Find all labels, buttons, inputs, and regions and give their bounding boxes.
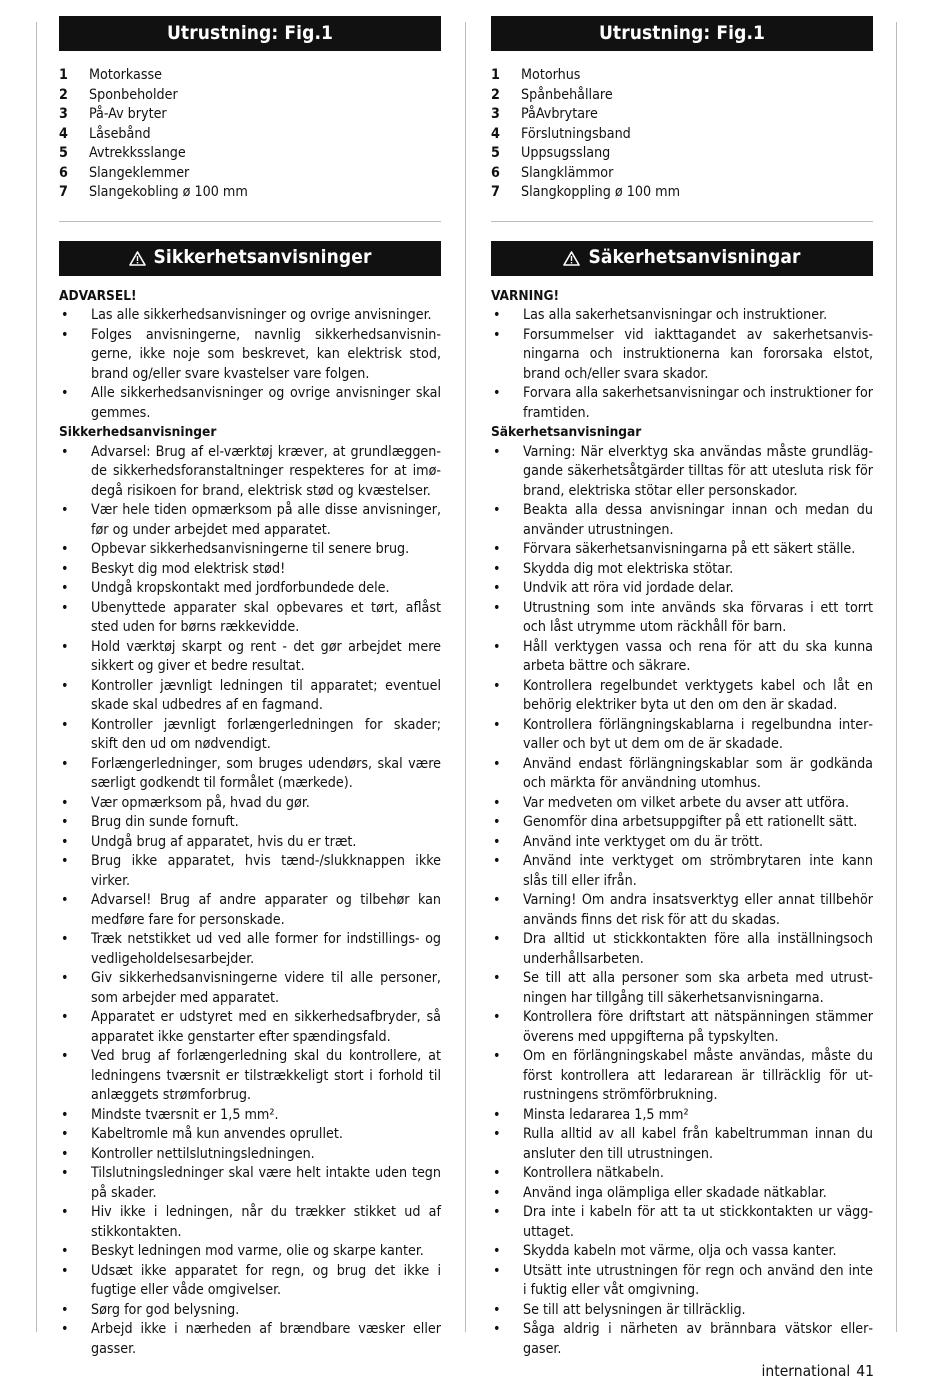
bullet-item — [491, 579, 873, 599]
bullet-item — [491, 813, 873, 833]
bullet-dot: • — [493, 307, 501, 323]
part-number: 3 — [491, 106, 500, 122]
bullet-dot: • — [61, 931, 69, 947]
bullet-text: Udsæt ikke apparatet for regn, og brug det ikke i fugtige eller våde omgivelser. — [91, 1262, 441, 1298]
bullet-item — [491, 1262, 873, 1301]
bullet-dot: • — [493, 1165, 501, 1181]
part-number: 5 — [59, 145, 68, 161]
bullet-text: Skydda dig mot elektriska stötar. — [523, 560, 734, 577]
bullet-text: Kontroller jævnligt forlængerledningen for skader; skift den ud om nødvendigt. — [91, 716, 441, 752]
bullet-item — [59, 930, 441, 969]
bullet-item — [59, 1047, 441, 1106]
section-divider — [59, 221, 441, 222]
part-label: Förslutningsband — [521, 125, 631, 142]
bullet-item — [59, 1008, 441, 1047]
bullet-item — [491, 755, 873, 794]
bullet-text: Se till att alla personer som ska arbeta med utrustningen har tillgång till säkerhetsanvisningarna. — [523, 970, 873, 1006]
bullet-item — [491, 638, 873, 677]
part-label: Uppsugsslang — [521, 145, 611, 161]
bullet-dot: • — [493, 755, 501, 772]
fig-title-banner — [491, 16, 873, 51]
bullet-dot: • — [61, 580, 69, 596]
bullet-text: Varning! Om andra insatsverktyg eller annat tillbehör används finns det risk för att du skadas. — [523, 892, 873, 928]
bullet-item — [59, 306, 441, 326]
subsection-heading: Säkerhetsanvisningar — [491, 424, 642, 440]
bullet-dot: • — [61, 1243, 69, 1259]
bullet-item — [59, 755, 441, 794]
part-number: 1 — [59, 67, 68, 83]
safety-title-banner — [59, 241, 441, 276]
bullet-item — [491, 1106, 873, 1126]
bullet-text: Træk netstikket ud ved alle former for indstillings- og vedligeholdelsesarbejder. — [91, 931, 441, 967]
bullet-text: Beakta alla dessa anvisningar innan och medan du använder utrustningen. — [523, 502, 873, 538]
bullet-dot: • — [61, 1301, 69, 1318]
bullet-dot: • — [61, 1126, 69, 1142]
bullet-text: Kontrollera före driftstart att nätspänningen stämmer överens med uppgifterna på typskylten. — [523, 1009, 873, 1045]
bullet-dot: • — [61, 385, 69, 401]
bullet-text: Folges anvisningerne, navnlig sikkerhedsanvisningerne, ikke noje som beskrevet, kan elektrisk stod, brand og/eller svare kvastelser vare folgen. — [91, 326, 441, 382]
part-label: Slangklämmor — [521, 164, 614, 181]
bullet-text: Undgå kropskontakt med jordforbundede dele. — [91, 580, 390, 596]
bullet-dot: • — [61, 716, 69, 733]
bullet-dot: • — [493, 443, 501, 460]
bullet-text: Kontrollera nätkabeln. — [523, 1165, 664, 1181]
parts-list — [59, 66, 441, 203]
part-number: 1 — [491, 67, 500, 83]
bullet-dot: • — [493, 931, 501, 947]
bullet-item — [491, 930, 873, 969]
bullet-dot: • — [493, 502, 501, 518]
bullet-dot: • — [493, 1048, 501, 1064]
bullet-item — [491, 833, 873, 853]
bullet-item — [491, 794, 873, 814]
bullet-text: Las alla sakerhetsanvisningar och instruktioner. — [523, 307, 828, 323]
parts-list-item — [59, 86, 441, 106]
bullet-dot: • — [493, 638, 501, 655]
left-column — [59, 16, 441, 1359]
bullet-item — [59, 326, 441, 385]
bullet-dot: • — [493, 1009, 501, 1025]
part-label: PåAvbrytare — [521, 106, 598, 122]
part-number: 7 — [59, 184, 68, 200]
parts-list — [491, 66, 873, 203]
bullet-item — [59, 638, 441, 677]
fig-title-banner — [59, 16, 441, 51]
bullet-dot: • — [61, 307, 69, 323]
bullet-item — [59, 1242, 441, 1262]
bullet-dot: • — [61, 1145, 69, 1162]
part-number: 3 — [59, 106, 68, 122]
bullet-dot: • — [61, 443, 69, 460]
page-number: 41 — [856, 1362, 874, 1380]
bullet-item — [59, 969, 441, 1008]
bullet-text: Skydda kabeln mot värme, olja och vassa kanter. — [523, 1243, 837, 1259]
bullet-item — [59, 1145, 441, 1165]
bullet-dot: • — [493, 716, 501, 733]
bullet-text: Var medveten om vilket arbete du avser att utföra. — [523, 794, 850, 811]
bullet-text: Om en förlängningskabel måste användas, måste du först kontrollera att ledararean är tillräcklig för utrustningens strömförbrukning. — [523, 1048, 873, 1103]
safety-content — [59, 287, 441, 1360]
bullet-dot: • — [61, 1048, 69, 1064]
parts-list-item — [491, 164, 873, 184]
bullet-item — [491, 1125, 873, 1164]
bullet-text: Ved brug af forlængerledning skal du kontrollere, at ledningens tværsnit er tilstrækkeligt stort i forhold til anlæggets strømforbrug. — [91, 1048, 441, 1103]
part-number: 4 — [59, 125, 68, 142]
bullet-dot: • — [61, 755, 69, 772]
bullet-text: Se till att belysningen är tillräcklig. — [523, 1301, 746, 1318]
warning-label: VARNING! — [491, 287, 560, 304]
left-margin-rule — [36, 22, 37, 1332]
part-label: På-Av bryter — [89, 106, 167, 122]
bullet-text: Utrustning som inte används ska förvaras i ett torrt och låst utrymme utom räckhåll för barn. — [523, 599, 873, 635]
bullet-dot: • — [61, 599, 69, 616]
footer-label: international — [761, 1362, 851, 1380]
center-rule — [465, 22, 466, 1332]
bullet-dot: • — [61, 1204, 69, 1220]
bullet-item — [59, 813, 441, 833]
bullet-text: Forsummelser vid iakttagandet av sakerhetsanvisningarna och instruktionerna kan fororsaka elstot, brand och/eller svara skador. — [523, 326, 873, 382]
bullet-text: Minsta ledararea 1,5 mm² — [523, 1106, 689, 1123]
bullet-dot: • — [493, 1321, 501, 1337]
part-label: Slangekobling ø 100 mm — [89, 184, 248, 200]
warning-list — [491, 306, 873, 423]
safety-title-banner — [491, 241, 873, 276]
bullet-item — [59, 1164, 441, 1203]
bullet-item — [59, 1203, 441, 1242]
bullet-item — [491, 599, 873, 638]
bullet-text: Beskyt dig mod elektrisk stød! — [91, 560, 286, 577]
safety-list — [491, 443, 873, 1360]
parts-list-item — [59, 125, 441, 145]
bullet-item — [59, 1106, 441, 1126]
bullet-text: Använd inte verktyget om du är trött. — [523, 833, 764, 850]
bullet-item — [59, 501, 441, 540]
bullet-item — [59, 443, 441, 502]
bullet-item — [59, 599, 441, 638]
bullet-item — [59, 833, 441, 853]
parts-list-item — [491, 105, 873, 125]
parts-list-item — [491, 66, 873, 86]
part-number: 2 — [59, 86, 68, 103]
bullet-text: Kontrollera förlängningskablarna i regelbundna intervaller och byt ut dem om de är skadade. — [523, 716, 873, 752]
bullet-dot: • — [493, 1126, 501, 1142]
bullet-item — [491, 1047, 873, 1106]
bullet-text: Mindste tværsnit er 1,5 mm². — [91, 1106, 279, 1123]
bullet-item — [59, 560, 441, 580]
bullet-item — [59, 540, 441, 560]
part-number: 7 — [491, 184, 500, 200]
bullet-dot: • — [61, 892, 69, 908]
parts-list-item — [491, 125, 873, 145]
bullet-dot: • — [493, 599, 501, 616]
bullet-dot: • — [493, 580, 501, 596]
bullet-text: Opbevar sikkerhedsanvisningerne til senere brug. — [91, 541, 410, 557]
bullet-text: Förvara säkerhetsanvisningarna på ett säkert ställe. — [523, 541, 856, 557]
bullet-dot: • — [493, 833, 501, 850]
bullet-item — [491, 852, 873, 891]
bullet-text: Använd inga olämpliga eller skadade nätkablar. — [523, 1184, 827, 1201]
bullet-text: Ubenyttede apparater skal opbevares et tørt, aflåst sted uden for børns rækkevidde. — [91, 599, 441, 635]
bullet-dot: • — [493, 677, 501, 694]
bullet-item — [491, 1164, 873, 1184]
parts-list-item — [491, 86, 873, 106]
part-label: Motorhus — [521, 67, 581, 83]
part-label: Motorkasse — [89, 67, 162, 83]
bullet-text: Alle sikkerhedsanvisninger og ovrige anvisninger skal gemmes. — [91, 385, 441, 421]
bullet-dot: • — [61, 326, 69, 343]
bullet-dot: • — [61, 1165, 69, 1181]
bullet-text: Forvara alla sakerhetsanvisningar och instruktioner for framtiden. — [523, 385, 873, 421]
bullet-item — [59, 384, 441, 423]
bullet-text: Beskyt ledningen mod varme, olie og skarpe kanter. — [91, 1243, 424, 1259]
bullet-item — [59, 1320, 441, 1359]
warning-triangle-icon — [129, 251, 146, 266]
bullet-dot: • — [493, 1184, 501, 1201]
bullet-dot: • — [61, 541, 69, 557]
warning-label: ADVARSEL! — [59, 287, 137, 304]
safety-content — [491, 287, 873, 1360]
bullet-text: Kabeltromle må kun anvendes oprullet. — [91, 1126, 343, 1142]
part-label: Låsebånd — [89, 125, 151, 142]
bullet-dot: • — [493, 1106, 501, 1123]
bullet-text: Såga aldrig i närheten av brännbara vätskor ellergaser. — [523, 1321, 873, 1357]
bullet-item — [491, 384, 873, 423]
bullet-text: Kontrollera regelbundet verktygets kabel och låt en behörig elektriker byta ut den om den är skadad. — [523, 677, 873, 713]
bullet-text: Las alle sikkerhedsanvisninger og ovrige anvisninger. — [91, 307, 432, 323]
bullet-item — [491, 1203, 873, 1242]
parts-list-item — [59, 164, 441, 184]
bullet-item — [59, 852, 441, 891]
bullet-text: Undvik att röra vid jordade delar. — [523, 580, 734, 596]
right-margin-rule — [896, 22, 897, 1332]
bullet-dot: • — [493, 541, 501, 557]
bullet-text: Använd inte verktyget om strömbrytaren inte kann slås till eller ifrån. — [523, 853, 873, 889]
bullet-item — [59, 891, 441, 930]
bullet-dot: • — [493, 814, 501, 830]
parts-list-item — [59, 144, 441, 164]
bullet-text: Håll verktygen vassa och rena för att du ska kunna arbeta bättre och säkrare. — [523, 638, 873, 674]
bullet-text: Giv sikkerhedsanvisningerne videre til alle personer, som arbejder med apparatet. — [91, 970, 441, 1006]
bullet-text: Kontroller nettilslutningsledningen. — [91, 1145, 315, 1162]
parts-list-item — [59, 66, 441, 86]
bullet-item — [491, 1242, 873, 1262]
bullet-dot: • — [61, 1106, 69, 1123]
bullet-dot: • — [493, 1301, 501, 1318]
bullet-text: Dra inte i kabeln för att ta ut stickkontakten ur vägguttaget. — [523, 1204, 873, 1240]
bullet-item — [491, 1008, 873, 1047]
bullet-text: Rulla alltid av all kabel från kabeltrumman innan du ansluter den till utrustningen. — [523, 1126, 873, 1162]
bullet-text: Hold værktøj skarpt og rent - det gør arbejdet mere sikkert og giver et bedre resultat. — [91, 638, 441, 674]
bullet-text: Vær opmærksom på, hvad du gør. — [91, 794, 310, 811]
bullet-text: Advarsel! Brug af andre apparater og tilbehør kan medføre fare for personskade. — [91, 892, 441, 928]
bullet-dot: • — [61, 677, 69, 694]
bullet-item — [491, 1320, 873, 1359]
bullet-dot: • — [61, 502, 69, 518]
bullet-item — [491, 969, 873, 1008]
section-divider — [491, 221, 873, 222]
fig-title: Utrustning: Fig.1 — [598, 21, 766, 44]
bullet-item — [491, 1184, 873, 1204]
part-number: 6 — [491, 164, 500, 181]
bullet-item — [59, 677, 441, 716]
part-label: Avtrekksslange — [89, 145, 186, 161]
bullet-item — [491, 1301, 873, 1321]
bullet-item — [59, 1262, 441, 1301]
bullet-item — [491, 443, 873, 502]
bullet-item — [491, 716, 873, 755]
bullet-text: Tilslutningsledninger skal være helt intakte uden tegn på skader. — [91, 1165, 441, 1201]
bullet-item — [59, 716, 441, 755]
bullet-text: Hiv ikke i ledningen, når du trækker stikket ud af stikkontakten. — [91, 1204, 441, 1240]
safety-title: Sikkerhetsanvisninger — [153, 246, 372, 269]
bullet-text: Utsätt inte utrustningen för regn och använd den inte i fuktig eller våt omgivning. — [523, 1262, 873, 1298]
warning-triangle-icon — [563, 251, 580, 266]
subsection-heading: Sikkerhedsanvisninger — [59, 424, 217, 440]
part-number: 6 — [59, 164, 68, 181]
safety-title: Säkerhetsanvisningar — [588, 246, 801, 269]
bullet-dot: • — [61, 1262, 69, 1279]
bullet-dot: • — [493, 794, 501, 811]
bullet-dot: • — [61, 833, 69, 850]
bullet-dot: • — [493, 1204, 501, 1220]
bullet-item — [491, 326, 873, 385]
bullet-item — [491, 891, 873, 930]
part-label: Slangeklemmer — [89, 164, 190, 181]
bullet-dot: • — [493, 892, 501, 908]
bullet-dot: • — [61, 1009, 69, 1025]
bullet-dot: • — [61, 853, 69, 869]
bullet-text: Apparatet er udstyret med en sikkerhedsafbryder, så apparatet ikke genstarter efter spændingsfald. — [91, 1009, 441, 1045]
parts-list-item — [491, 183, 873, 203]
bullet-item — [59, 579, 441, 599]
bullet-dot: • — [493, 853, 501, 869]
right-column — [491, 16, 873, 1359]
bullet-item — [491, 306, 873, 326]
bullet-dot: • — [61, 814, 69, 830]
bullet-text: Sørg for god belysning. — [91, 1301, 240, 1318]
parts-list-item — [491, 144, 873, 164]
bullet-text: Advarsel: Brug af el-værktøj kræver, at grundlæggende sikkerhedsforanstaltninger respekteres for at imødegå risikoen for brand, elektrisk stød og kvæstelser. — [91, 443, 441, 499]
safety-list — [59, 443, 441, 1360]
bullet-item — [59, 1125, 441, 1145]
bullet-text: Kontroller jævnligt ledningen til apparatet; eventuel skade skal udbedres af en fagmand. — [91, 677, 441, 713]
bullet-item — [59, 794, 441, 814]
bullet-text: Brug din sunde fornuft. — [91, 814, 239, 830]
bullet-dot: • — [493, 970, 501, 986]
part-number: 2 — [491, 86, 500, 103]
bullet-text: Dra alltid ut stickkontakten före alla inställningsoch underhållsarbeten. — [523, 931, 873, 967]
fig-title: Utrustning: Fig.1 — [166, 21, 334, 44]
parts-list-item — [59, 105, 441, 125]
bullet-dot: • — [61, 794, 69, 811]
part-label: Sponbeholder — [89, 86, 178, 103]
warning-list — [59, 306, 441, 423]
bullet-dot: • — [493, 326, 501, 343]
bullet-dot: • — [61, 970, 69, 986]
bullet-text: Brug ikke apparatet, hvis tænd-/slukknappen ikke virker. — [91, 853, 441, 889]
bullet-text: Vær hele tiden opmærksom på alle disse anvisninger, før og under arbejdet med apparatet. — [91, 502, 441, 538]
part-number: 4 — [491, 125, 500, 142]
bullet-dot: • — [493, 1243, 501, 1259]
bullet-text: Varning: När elverktyg ska användas måste grundläggande säkerhetsåtgärder tilltas för att utesluta risk för brand, elektriska stötar eller personskador. — [523, 443, 873, 499]
bullet-text: Använd endast förlängningskablar som är godkända och märkta för användning utomhus. — [523, 755, 873, 791]
bullet-item — [491, 540, 873, 560]
part-number: 5 — [491, 145, 500, 161]
part-label: Spånbehållare — [521, 86, 613, 103]
bullet-dot: • — [493, 385, 501, 401]
bullet-item — [491, 501, 873, 540]
bullet-item — [491, 677, 873, 716]
bullet-dot: • — [493, 560, 501, 577]
bullet-dot: • — [493, 1262, 501, 1279]
bullet-item — [491, 560, 873, 580]
bullet-text: Undgå brug af apparatet, hvis du er træt. — [91, 833, 357, 850]
bullet-dot: • — [61, 638, 69, 655]
bullet-dot: • — [61, 1321, 69, 1337]
bullet-item — [59, 1301, 441, 1321]
bullet-dot: • — [61, 560, 69, 577]
part-label: Slangkoppling ø 100 mm — [521, 184, 681, 200]
bullet-text: Arbejd ikke i nærheden af brændbare væsker eller gasser. — [91, 1321, 441, 1357]
page-footer — [762, 1362, 874, 1380]
parts-list-item — [59, 183, 441, 203]
bullet-text: Forlængerledninger, som bruges udendørs, skal være særligt godkendt til formålet (mærkede). — [91, 755, 441, 791]
bullet-text: Genomför dina arbetsuppgifter på ett rationellt sätt. — [523, 814, 858, 830]
